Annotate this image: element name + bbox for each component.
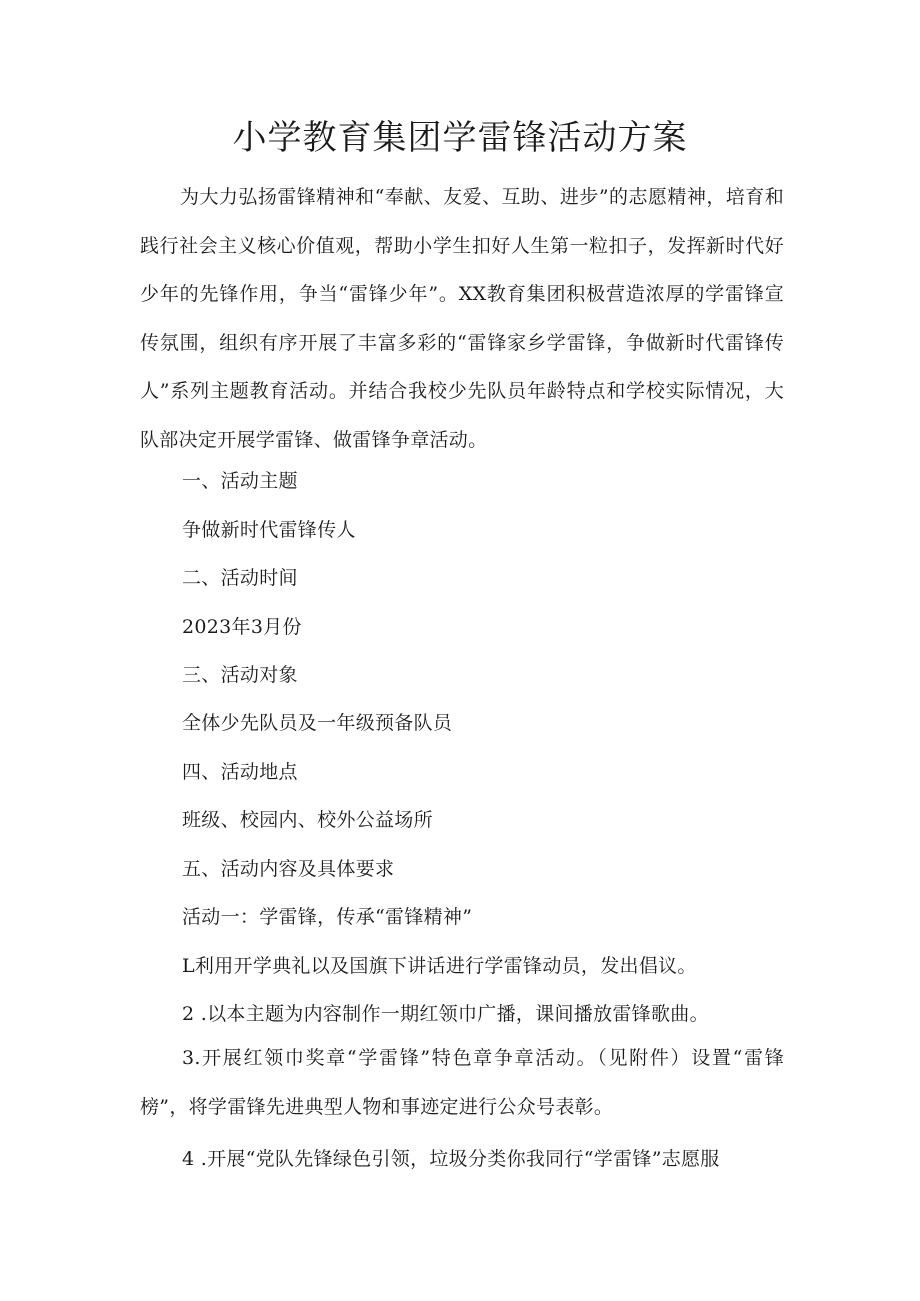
intro-paragraph: 为大力弘扬雷锋精神和“奉献、友爱、互助、进步”的志愿精神，培育和践行社会主义核心价值观，帮助小学生扣好人生第一粒扣子，发挥新时代好少年的先锋作用，争当“雷锋少年”。XX教育集团积极营造浓厚的学雷锋宣传氛围，组织有序开展了丰富多彩的“雷锋家乡学雷锋，争做新时代雷锋传人”系列主题教育活动。并结合我校少先队员年龄特点和学校实际情况，大队部决定开展学雷锋、做雷锋争章活动。 [140, 186, 784, 451]
section-heading-time: 二、活动时间 [182, 567, 298, 589]
section-heading-content: 五、活动内容及具体要求 [182, 858, 395, 880]
section-heading-theme: 一、活动主题 [182, 470, 298, 492]
document-title: 小学教育集团学雷锋活动方案 [232, 118, 688, 158]
section-content-theme: 争做新时代雷锋传人 [182, 519, 356, 541]
section-content-time: 2023年3月份 [182, 616, 302, 638]
list-item: 2 .以本主题为内容制作一期红领巾广播，课间播放雷锋歌曲。 [182, 1003, 709, 1025]
section-heading-target: 三、活动对象 [182, 664, 298, 686]
section-content-location: 班级、校园内、校外公益场所 [182, 809, 433, 831]
section-heading-location: 四、活动地点 [182, 761, 298, 783]
activity-one-title: 活动一：学雷锋，传承“雷锋精神” [182, 906, 473, 928]
list-item: 4 .开展“党队先锋绿色引领，垃圾分类你我同行“学雷锋”志愿服 [182, 1148, 720, 1170]
list-item: L利用开学典礼以及国旗下讲话进行学雷锋动员，发出倡议。 [182, 955, 697, 977]
list-item: 3.开展红领巾奖章“学雷锋”特色章争章活动。（见附件）设置“雷锋榜”，将学雷锋先进典型人物和事迹定进行公众号表彰。 [140, 1047, 784, 1118]
section-content-target: 全体少先队员及一年级预备队员 [182, 712, 453, 734]
